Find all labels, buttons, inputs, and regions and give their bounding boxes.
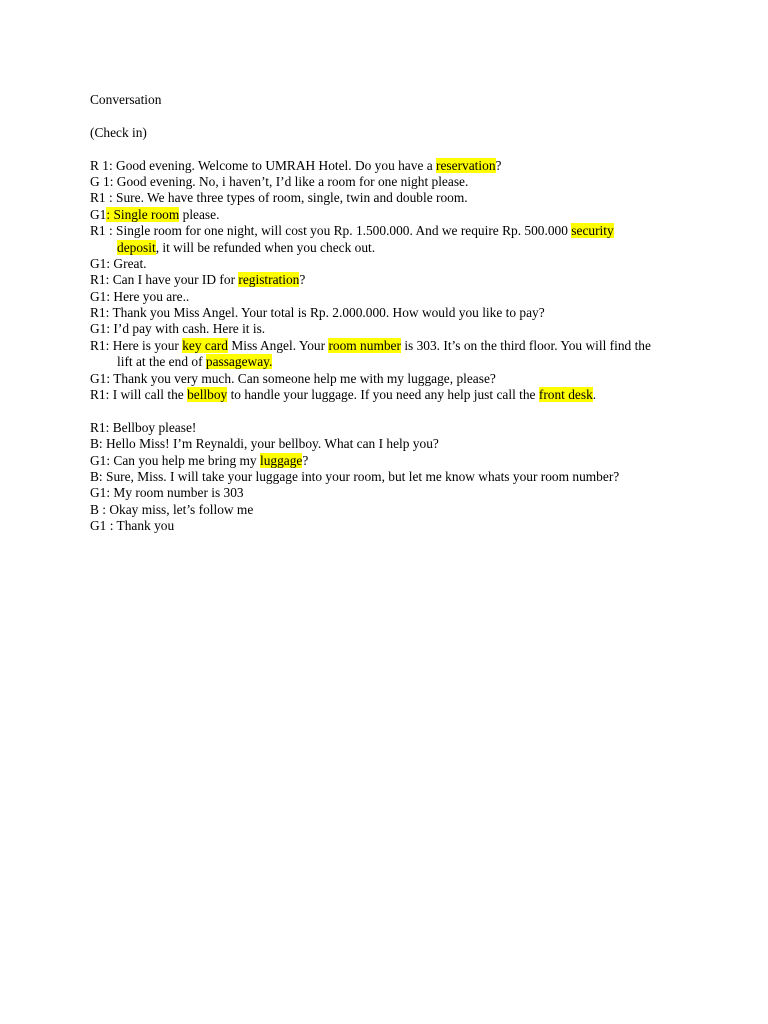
line-text: R1: Bellboy please! bbox=[90, 419, 197, 435]
dialogue-line bbox=[90, 190, 690, 206]
line-text: ? bbox=[495, 157, 502, 173]
dialogue-line bbox=[90, 485, 690, 501]
highlighted-term: reservation bbox=[436, 157, 496, 173]
highlighted-term: front desk bbox=[538, 387, 593, 403]
line-text: . bbox=[592, 387, 597, 403]
spacer bbox=[90, 141, 690, 157]
dialogue-line bbox=[90, 158, 690, 174]
dialogue-line bbox=[90, 371, 690, 387]
line-text: please. bbox=[179, 206, 220, 222]
line-text: R1: Thank you Miss Angel. Your total is Rp. 2.000.000. How would you like to pay? bbox=[90, 305, 545, 321]
line-text: G1 bbox=[90, 206, 107, 222]
dialogue-line bbox=[90, 387, 690, 403]
highlighted-term: deposit bbox=[117, 239, 156, 255]
document-title: Conversation bbox=[90, 92, 162, 107]
highlighted-term: room number bbox=[328, 337, 401, 353]
spacer bbox=[90, 108, 690, 124]
line-text: lift at the end of bbox=[117, 354, 206, 370]
line-text: R1: Here is your bbox=[90, 337, 183, 353]
line-text: G1: Great. bbox=[90, 255, 147, 271]
highlighted-term: bellboy bbox=[187, 387, 228, 403]
dialogue-lines bbox=[90, 158, 690, 535]
dialogue-line bbox=[90, 502, 690, 518]
line-text: ? bbox=[302, 452, 309, 468]
line-text: G1: I’d pay with cash. Here it is. bbox=[90, 321, 266, 337]
line-text: to handle your luggage. If you need any help just call the bbox=[227, 387, 539, 403]
highlighted-term: registration bbox=[238, 272, 300, 288]
dialogue-line bbox=[90, 174, 690, 190]
dialogue-line bbox=[90, 321, 690, 337]
line-text: G1 : Thank you bbox=[90, 518, 175, 534]
dialogue-line bbox=[90, 240, 690, 256]
dialogue-line bbox=[90, 207, 690, 223]
dialogue-line bbox=[90, 289, 690, 305]
dialogue-line bbox=[90, 305, 690, 321]
dialogue-line bbox=[90, 354, 690, 370]
highlighted-term: : Single room bbox=[106, 206, 180, 222]
line-text: G1: My room number is 303 bbox=[90, 485, 244, 501]
line-text: Miss Angel. Your bbox=[227, 337, 329, 353]
highlighted-term: key card bbox=[182, 337, 228, 353]
line-text: G1: Can you help me bring my bbox=[90, 452, 260, 468]
dialogue-line bbox=[90, 518, 690, 534]
line-text: is 303. It’s on the third floor. You will find the bbox=[400, 337, 651, 353]
dialogue-line bbox=[90, 256, 690, 272]
highlighted-term: luggage bbox=[259, 452, 303, 468]
line-text: R 1: Good evening. Welcome to UMRAH Hotel. Do you have a bbox=[90, 157, 437, 173]
dialogue-line bbox=[90, 453, 690, 469]
line-text: , it will be refunded when you check out. bbox=[155, 239, 376, 255]
line-text: G 1: Good evening. No, i haven’t, I’d like a room for one night please. bbox=[90, 173, 469, 189]
line-text: B: Hello Miss! I’m Reynaldi, your bellboy. What can I help you? bbox=[90, 436, 439, 452]
dialogue-line bbox=[90, 469, 690, 485]
highlighted-term: security bbox=[571, 223, 614, 239]
line-text: ? bbox=[299, 272, 306, 288]
line-text: G1: Thank you very much. Can someone help me with my luggage, please? bbox=[90, 370, 496, 386]
highlighted-term: passageway. bbox=[205, 354, 273, 370]
conversation-text bbox=[90, 92, 690, 535]
line-text: G1: Here you are.. bbox=[90, 288, 190, 304]
dialogue-line bbox=[90, 272, 690, 288]
line-text: B: Sure, Miss. I will take your luggage into your room, but let me know whats your room number? bbox=[90, 468, 620, 484]
dialogue-line bbox=[90, 436, 690, 452]
document-subtitle: (Check in) bbox=[90, 124, 147, 140]
line-text: R1 : Sure. We have three types of room, single, twin and double room. bbox=[90, 190, 468, 206]
dialogue-line bbox=[90, 420, 690, 436]
dialogue-line bbox=[90, 223, 690, 239]
line-text: B : Okay miss, let’s follow me bbox=[90, 501, 254, 517]
line-text: R1: Can I have your ID for bbox=[90, 272, 239, 288]
line-text: R1 : Single room for one night, will cost you Rp. 1.500.000. And we require Rp. 500.000 bbox=[90, 223, 572, 239]
line-text: R1: I will call the bbox=[90, 387, 188, 403]
dialogue-line bbox=[90, 338, 690, 354]
spacer bbox=[90, 403, 690, 419]
